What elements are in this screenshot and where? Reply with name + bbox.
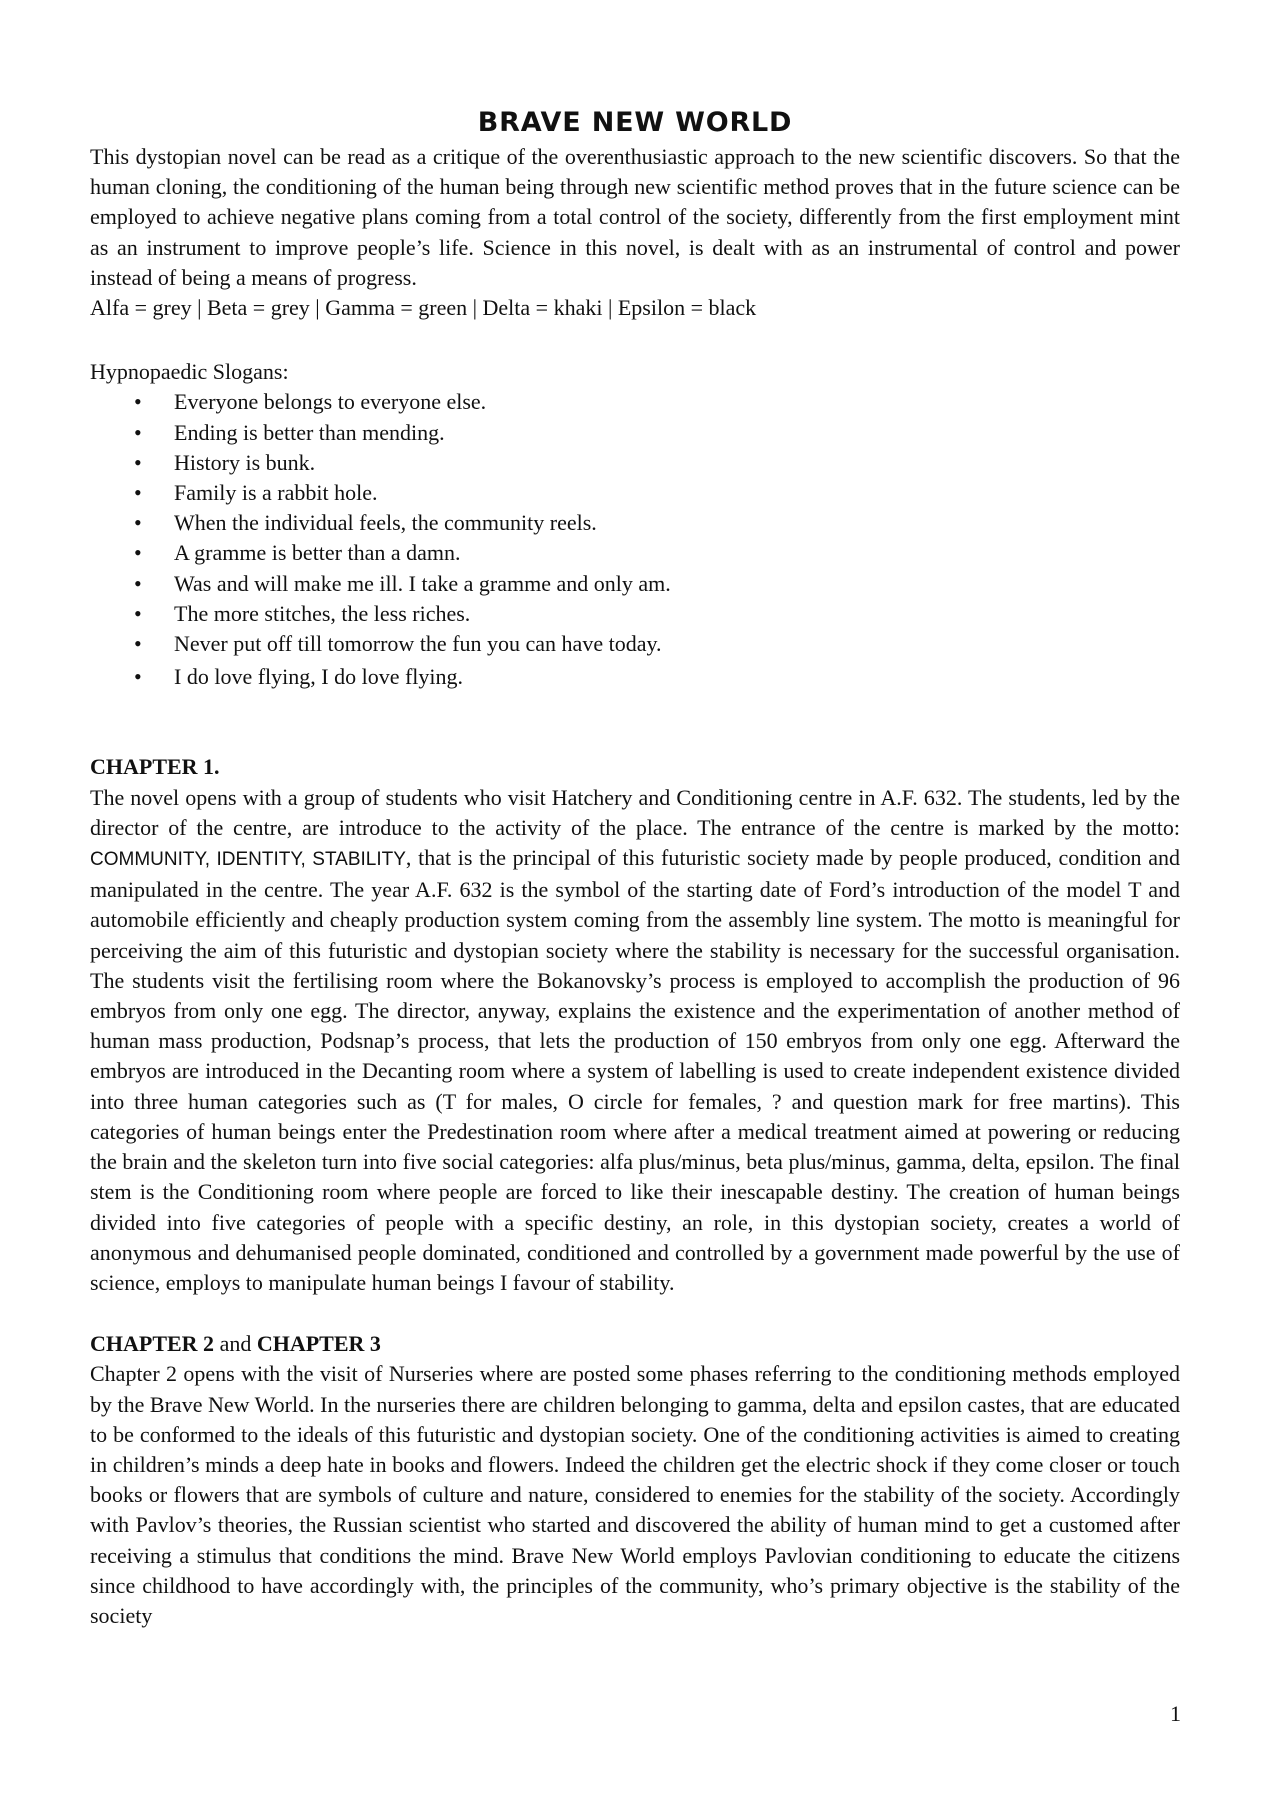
bullet-icon: • (134, 600, 142, 626)
slogan-text: I do love flying, I do love flying. (174, 664, 464, 690)
bullet-icon: • (134, 389, 142, 415)
list-item (90, 478, 1180, 508)
list-item (90, 662, 1180, 692)
centre-motto: COMMUNITY, IDENTITY, STABILITY (90, 849, 406, 871)
slogan-text: Family is a rabbit hole. (174, 480, 378, 506)
list-item (90, 508, 1180, 538)
bullet-icon: • (134, 570, 142, 596)
list-item (90, 448, 1180, 478)
slogan-text: Everyone belongs to everyone else. (174, 389, 487, 415)
chapter-2-paragraph: Chapter 2 opens with the visit of Nurseries where are posted some phases referring to the conditioning methods employed by the Brave New World. In the nurseries there are children belonging to gamma, delta and epsilon castes, that are educated to be conformed to the ideals of this futuristic and dystopian society. One of the conditioning activities is aimed to creating in children’s minds a deep hate in books and flowers. Indeed the children get the electric shock if they come closer or touch books or flowers that are symbols of culture and nature, considered to enemies for the stability of the society. Accordingly with Pavlov’s theories, the Russian scientist who started and discovered the ability of human mind to get a customed after receiving a stimulus that conditions the mind. Brave New World employs Pavlovian conditioning to educate the citizens since childhood to have accordingly with, the principles of the community, who’s primary objective is the stability of the society (90, 1361, 1180, 1628)
list-item (90, 629, 1180, 659)
slogans-heading: Hypnopaedic Slogans: (90, 359, 289, 385)
chapter-2-label: CHAPTER 2 (90, 1331, 215, 1357)
spacer (90, 692, 1180, 752)
page-content (90, 104, 1180, 1631)
bullet-icon: • (134, 449, 142, 475)
chapter-1-text-end: , that is the principal of this futuristic society made by people produced, condition and manipulated in the centre. The year A.F. 632 is the symbol of the starting date of Ford’s introduction of the model T and automobile efficiently and cheaply production system coming from the assembly line system. The motto is meaningful for perceiving the aim of this futuristic and dystopian society where the stability is necessary for the successful organisation. The students visit the fertilising room where the Bokanovsky’s process is employed to accomplish the production of 96 embryos from only one egg. The director, anyway, explains the existence and the experimentation of another method of human mass production, Podsnap’s process, that lets the production of 150 embryos from only one egg. Afterward the embryos are introduced in the Decanting room where a system of labelling is used to create independent existence divided into three human categories such as (T for males, O circle for females, ? and question mark for free martins). This categories of human beings enter the Predestination room where after a medical treatment aimed at powering or reducing the brain and the skeleton turn into five social categories: alfa plus/minus, beta plus/minus, gamma, delta, epsilon. The final stem is the Conditioning room where people are forced to like their inescapable destiny. The creation of human beings divided into five categories of people with a specific destiny, an role, in this dystopian society, creates a world of anonymous and dehumanised people dominated, conditioned and controlled by a government made powerful by the use of science, employs to manipulate human beings I favour of stability. (90, 845, 1181, 1295)
list-item (90, 538, 1180, 568)
slogan-text: The more stitches, the less riches. (174, 600, 471, 626)
list-item (90, 569, 1180, 599)
caste-colors-line: Alfa = grey | Beta = grey | Gamma = green | Delta = khaki | Epsilon = black (90, 295, 757, 321)
chapter-2-3-heading (90, 1329, 1180, 1359)
heading-conjunction: and (214, 1331, 257, 1357)
bullet-icon: • (134, 631, 142, 657)
list-item (90, 387, 1180, 417)
page-number: 1 (1170, 1701, 1181, 1726)
slogan-text: History is bunk. (174, 449, 316, 475)
bullet-icon: • (134, 480, 142, 506)
slogans-list (90, 387, 1180, 692)
chapter-1-text-start: The novel opens with a group of students who visit Hatchery and Conditioning centre in A.F. 632. The students, led by the director of the centre, are introduce to the activity of the place. The entrance of the centre is marked by the motto: (90, 784, 1180, 840)
slogan-text: A gramme is better than a damn. (174, 540, 461, 566)
slogan-text: When the individual feels, the community reels. (174, 510, 597, 536)
slogan-text: Was and will make me ill. I take a gramme and only am. (174, 570, 671, 596)
chapter-1-heading: CHAPTER 1. (90, 754, 220, 780)
document-title: BRAVE NEW WORLD (477, 107, 793, 138)
bullet-icon: • (134, 419, 142, 445)
list-item (90, 418, 1180, 448)
chapter-1-paragraph (90, 783, 1180, 1298)
intro-paragraph: This dystopian novel can be read as a critique of the overenthusiastic approach to the new scientific discovers. So that the human cloning, the conditioning of the human being through new scientific method proves that in the future science can be employed to achieve negative plans coming from a total control of the society, differently from the first employment mint as an instrument to improve people’s life. Science in this novel, is dealt with as an instrumental of control and power instead of being a means of progress. (90, 144, 1180, 290)
bullet-icon: • (134, 540, 142, 566)
spacer (90, 323, 1180, 357)
slogan-text: Ending is better than mending. (174, 419, 445, 445)
bullet-icon: • (134, 664, 142, 690)
slogan-text: Never put off till tomorrow the fun you can have today. (174, 631, 662, 657)
spacer (90, 1298, 1180, 1329)
list-item (90, 599, 1180, 629)
bullet-icon: • (134, 510, 142, 536)
chapter-3-label: CHAPTER 3 (256, 1331, 381, 1357)
